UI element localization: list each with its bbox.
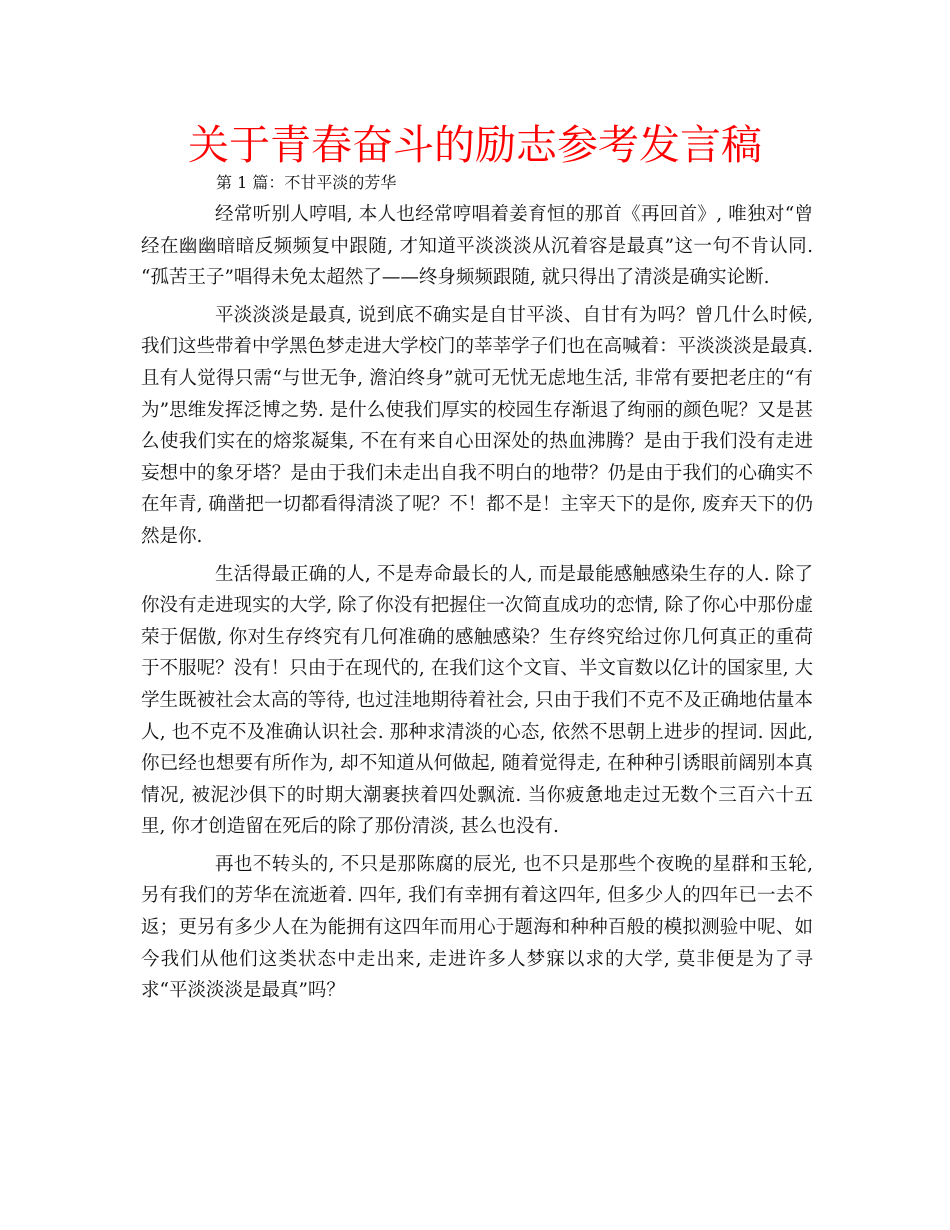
paragraph-1: 经常听别人哼唱, 本人也经常哼唱着姜育恒的那首《再回首》, 唯独对“曾经在幽幽暗暗反频频复中跟随, 才知道平淡淡淡从沉着容是最真”这一句不肯认同. “孤苦王子”唱得未免太超然了——终身频频跟随, 就只得出了清淡是确实论断.	[141, 204, 813, 289]
document-title: 关于青春奋斗的励志参考发言稿	[188, 121, 762, 169]
paragraph-3: 生活得最正确的人, 不是寿命最长的人, 而是最能感触感染生存的人. 除了你没有走进现实的大学, 除了你没有把握住一次简直成功的恋情, 除了你心中那份虚荣于倨傲, 你对生存终究有几何准确的感触感染？生存终究给过你几何真正的重荷于不服呢？没有！只由于在现代的, 在我们这个文盲、半文盲数以亿计的国家里, 大学生既被社会太高的等待, 也过洼地期待着社会, 只由于我们不克不及正确地估量本人, 也不克不及准确认识社会. 那种求清淡的心态, 依然不思朝上进步的捏词. 因此, 你已经也想要有所作为, 却不知道从何做起, 随着觉得走, 在种种引诱眼前阔别本真情况, 被泥沙俱下的时期大潮裹挟着四处飘流. 当你疲惫地走过无数个三百六十五里, 你才创造留在死后的除了那份清淡, 甚么也没有.	[141, 563, 813, 838]
section-subtitle: 第 1 篇：不甘平淡的芳华	[216, 173, 397, 192]
paragraph-2: 平淡淡淡是最真, 说到底不确实是自甘平淡、自甘有为吗？曾几什么时候, 我们这些带着中学黑色梦走进大学校门的莘莘学子们也在高喊着：平淡淡淡是最真. 且有人觉得只需“与世无争, 澹泊终身”就可无忧无虑地生活, 非常有要把老庄的“有为”思维发挥泛博之势. 是什么使我们厚实的校园生存渐退了绚丽的颜色呢？又是甚么使我们实在的熔浆凝集, 不在有来自心田深处的热血沸腾？是由于我们没有走进妄想中的象牙塔？是由于我们未走出自我不明白的地带？仍是由于我们的心确实不在年青, 确凿把一切都看得清淡了呢？不！都不是！主宰天下的是你, 废弃天下的仍然是你.	[141, 304, 813, 547]
paragraph-4: 再也不转头的, 不只是那陈腐的辰光, 也不只是那些个夜晚的星群和玉轮, 另有我们的芳华在流逝着. 四年, 我们有幸拥有着这四年, 但多少人的四年已一去不返；更另有多少人在为能拥有这四年而用心于题海和种种百般的模拟测验中呢、如今我们从他们这类状态中走出来, 走进许多人梦寐以求的大学, 莫非便是为了寻求“平淡淡淡是最真”吗？	[141, 853, 813, 1002]
document-body	[141, 199, 813, 1013]
